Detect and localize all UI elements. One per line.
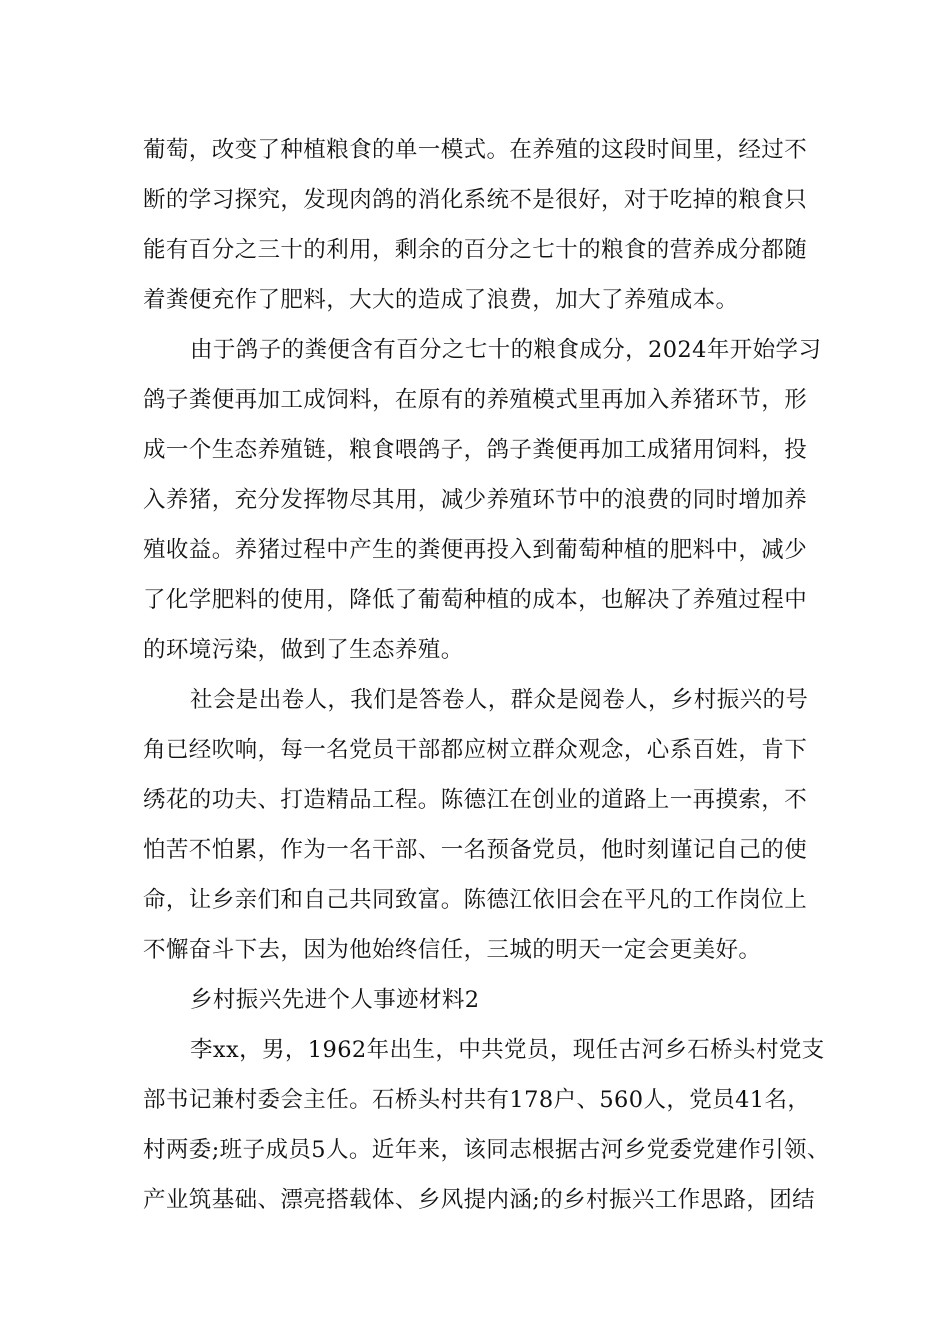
paragraph-line: 村两委;班子成员5人。近年来，该同志根据古河乡党委党建作引领、 <box>143 1137 830 1163</box>
paragraph-line: 角已经吹响，每一名党员干部都应树立群众观念，心系百姓，肯下 <box>143 737 808 763</box>
paragraph-line: 命，让乡亲们和自己共同致富。陈德江依旧会在平凡的工作岗位上 <box>143 887 808 913</box>
paragraph-line: 断的学习探究，发现肉鸽的消化系统不是很好，对于吃掉的粮食只 <box>143 187 808 213</box>
paragraph-line: 着粪便充作了肥料，大大的造成了浪费，加大了养殖成本。 <box>143 287 739 313</box>
paragraph-line: 入养猪，充分发挥物尽其用，减少养殖环节中的浪费的同时增加养 <box>143 487 808 513</box>
paragraph-line: 不懈奋斗下去，因为他始终信任，三城的明天一定会更美好。 <box>143 937 762 963</box>
paragraph-line: 由于鸽子的粪便含有百分之七十的粮食成分，2024年开始学习 <box>190 337 822 363</box>
paragraph-line: 产业筑基础、漂亮搭载体、乡风提内涵;的乡村振兴工作思路，团结 <box>143 1187 816 1213</box>
paragraph-line: 的环境污染，做到了生态养殖。 <box>143 637 464 663</box>
paragraph-line: 绣花的功夫、打造精品工程。陈德江在创业的道路上一再摸索，不 <box>143 787 808 813</box>
section-heading: 乡村振兴先进个人事迹材料2 <box>190 987 480 1013</box>
paragraph-line: 社会是出卷人，我们是答卷人，群众是阅卷人，乡村振兴的号 <box>190 687 809 713</box>
paragraph-line: 了化学肥料的使用，降低了葡萄种植的成本，也解决了养殖过程中 <box>143 587 808 613</box>
paragraph-line: 李xx，男，1962年出生，中共党员，现任古河乡石桥头村党支 <box>190 1037 825 1063</box>
paragraph-line: 成一个生态养殖链，粮食喂鸽子，鸽子粪便再加工成猪用饲料，投 <box>143 437 808 463</box>
paragraph-line: 部书记兼村委会主任。石桥头村共有178户、560人，党员41名， <box>143 1087 811 1113</box>
paragraph-line: 鸽子粪便再加工成饲料，在原有的养殖模式里再加入养猪环节，形 <box>143 387 808 413</box>
paragraph-line: 殖收益。养猪过程中产生的粪便再投入到葡萄种植的肥料中，减少 <box>143 537 808 563</box>
paragraph-line: 葡萄，改变了种植粮食的单一模式。在养殖的这段时间里，经过不 <box>143 137 808 163</box>
paragraph-line: 怕苦不怕累，作为一名干部、一名预备党员，他时刻谨记自己的使 <box>143 837 808 863</box>
paragraph-line: 能有百分之三十的利用，剩余的百分之七十的粮食的营养成分都随 <box>143 237 808 263</box>
